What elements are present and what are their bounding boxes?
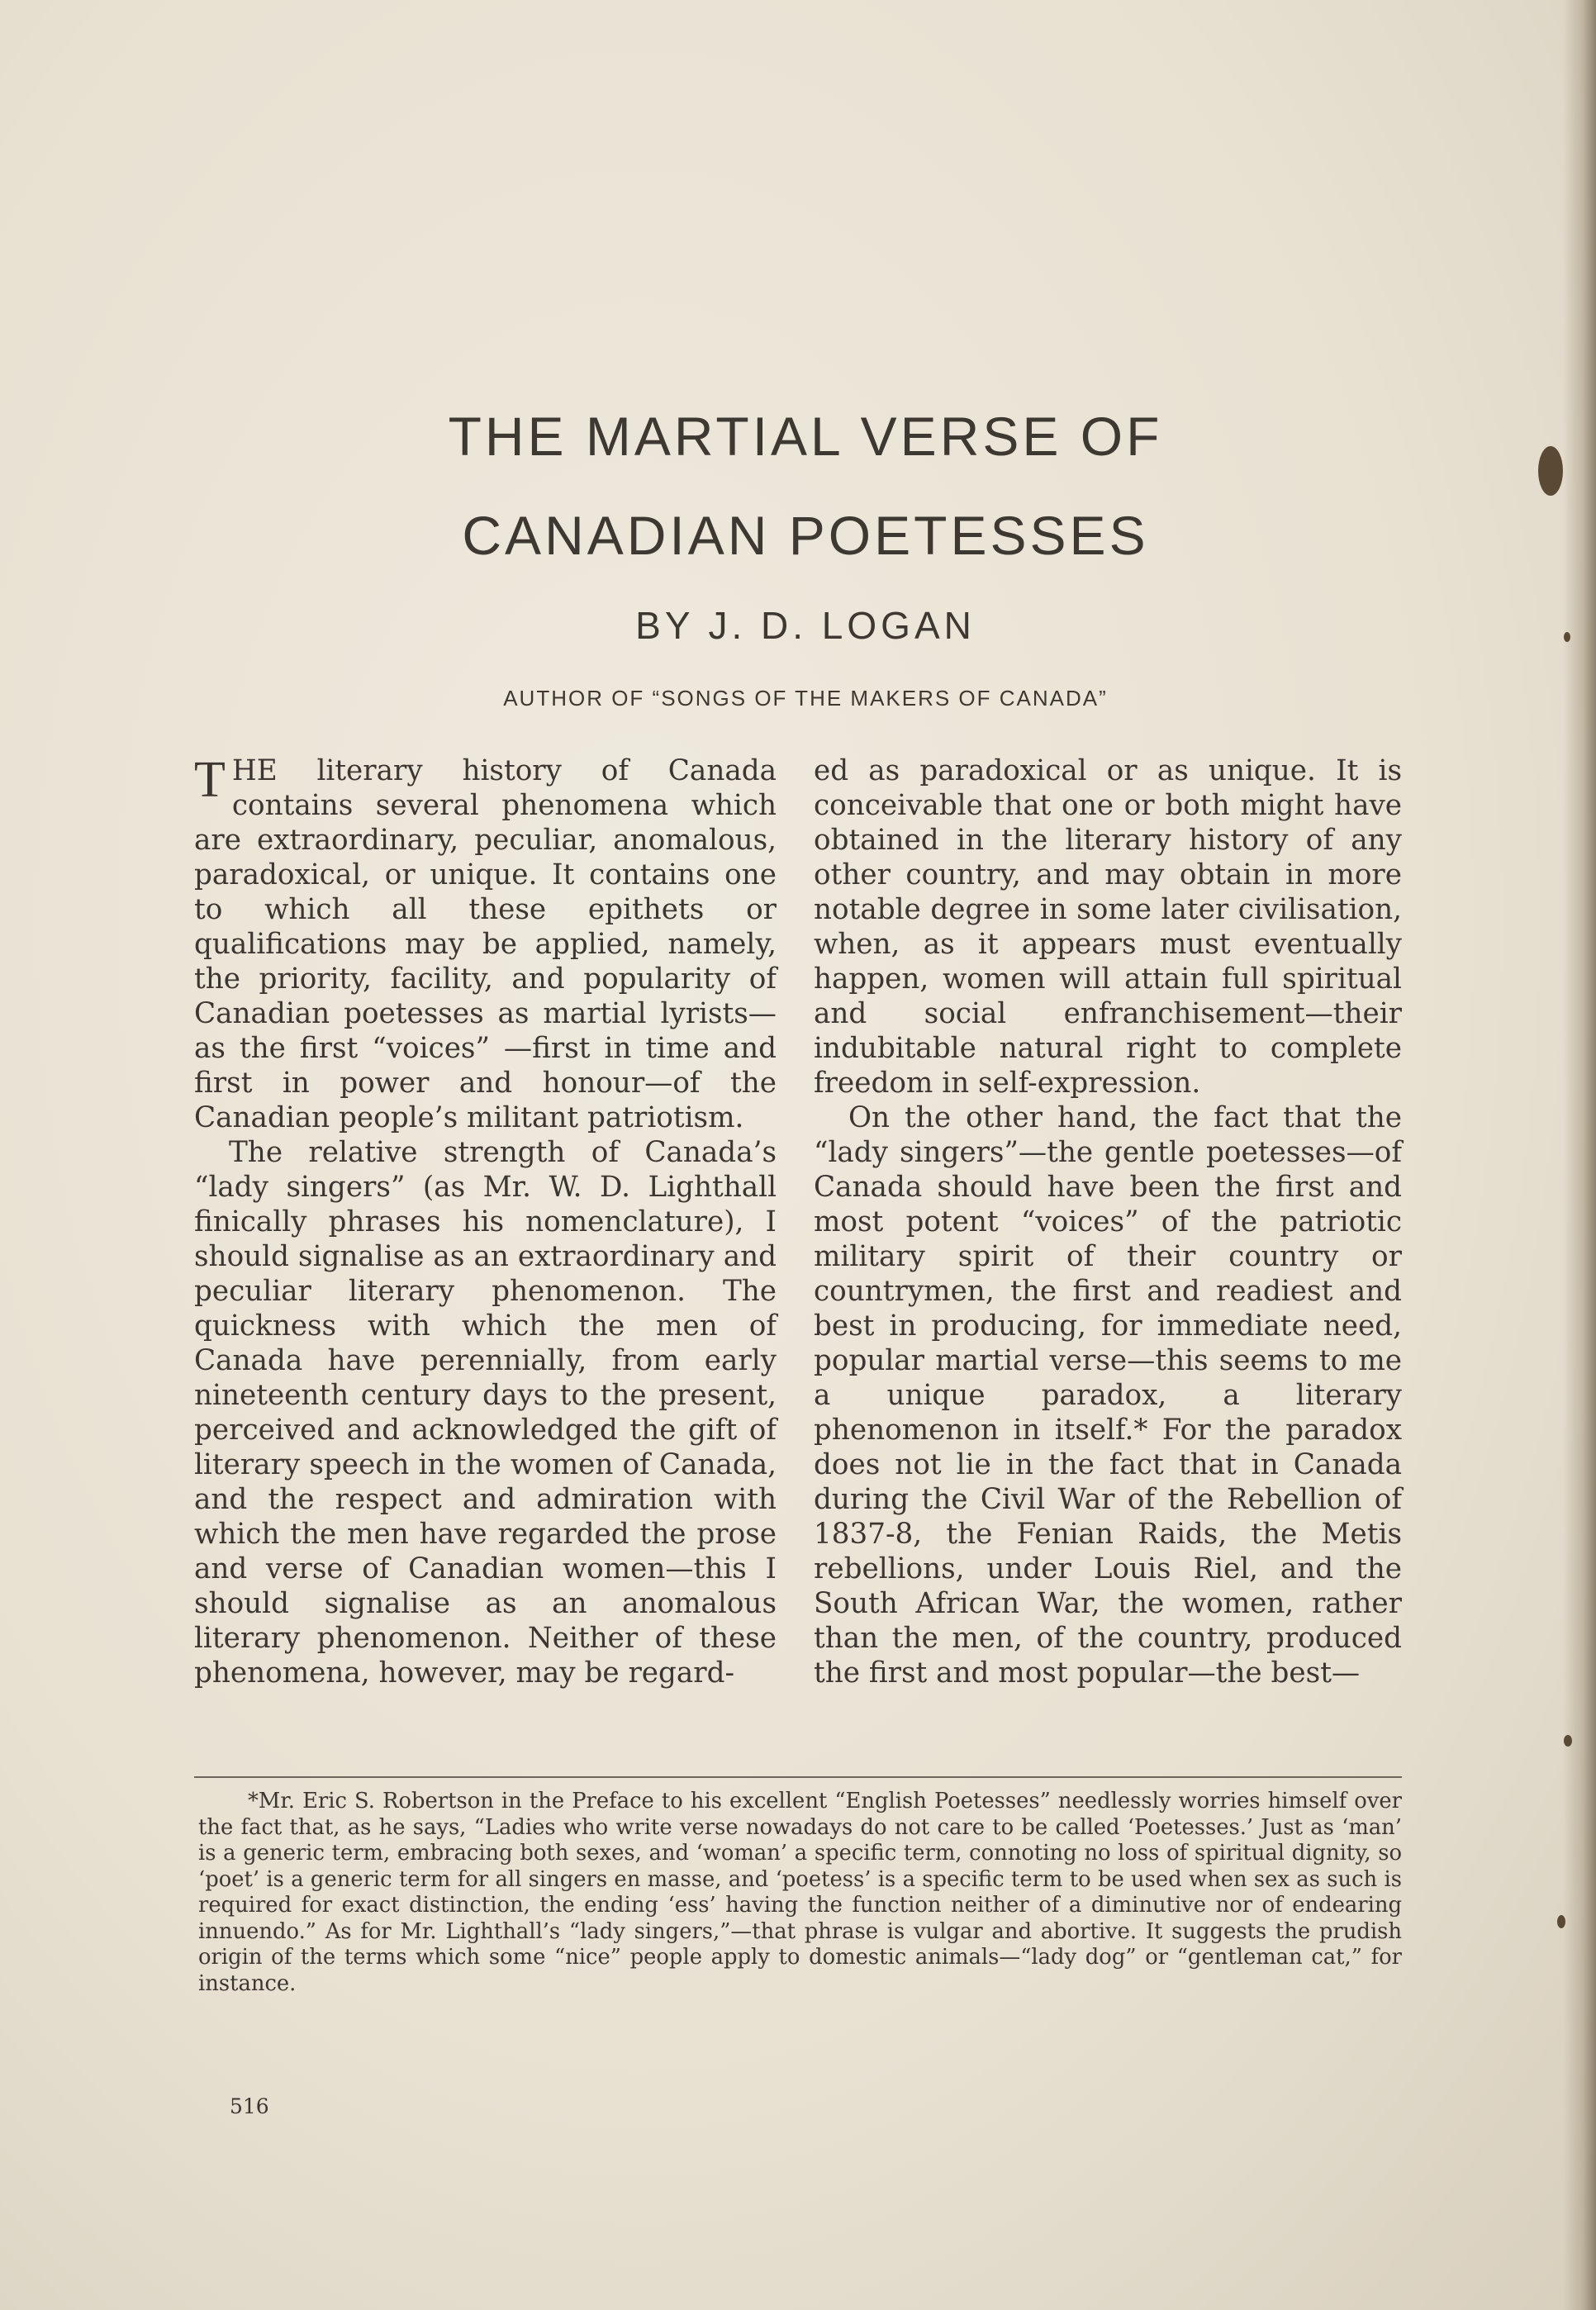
right-column bbox=[814, 753, 1402, 1690]
ink-speck bbox=[1557, 1915, 1565, 1928]
article-title-line-2: CANADIAN POETESSES bbox=[462, 505, 1149, 566]
drop-cap: T bbox=[194, 752, 226, 808]
paragraph-1 bbox=[194, 753, 777, 1135]
article-title-line-1: THE MARTIAL VERSE OF bbox=[448, 406, 1163, 467]
page-edge-shadow bbox=[1563, 0, 1596, 2310]
paragraph-1-text: HE literary history of Canada contains several phenomena which are extraordinary, peculiar, anomalous, paradoxical, or unique. It contains one to which all these epithets or qualifications may be applied, namely, the priority, facility, and popularity of Canadian poetesses as martial lyrists—as the first “voices” —first in time and first in power and honour—of the Canadian people’s militant patriotism. bbox=[194, 754, 777, 1134]
paragraph-4: On the other hand, the fact that the “lady singers”—the gentle poetesses—of Canada should have been the first and most potent “voices” of the patriotic military spirit of their country or countrymen, the first and readiest and best in producing, for immediate need, popular martial verse—this seems to me a unique paradox, a literary phenomenon in itself.* For the paradox does not lie in the fact that in Canada during the Civil War of the Rebellion of 1837-8, the Fenian Raids, the Metis rebellions, under Louis Riel, and the South African War, the women, rather than the men, of the country, produced the first and most popular—the best— bbox=[814, 1101, 1402, 1690]
footnote: *Mr. Eric S. Robertson in the Preface to his excellent “English Poetesses” needlessly worries himself over the fact that, as he says, “Ladies who write verse nowadays do not care to be called ‘Poetesses.’ Just as ‘man’ is a generic term, embracing both sexes, and ‘woman’ a specific term, connoting no loss of spiritual dignity, so ‘poet’ is a generic term for all singers en masse, and ‘poetess’ is a specific term to be used when sex as such is required for exact distinction, the ending ‘ess’ having the function neither of a diminutive nor of endearing innuendo.” As for Mr. Lighthall’s “lady singers,”—that phrase is vulgar and abortive. It suggests the prudish origin of the terms which some “nice” people apply to domestic animals—“lady dog” or “gentleman cat,” for instance. bbox=[198, 1789, 1402, 1996]
paragraph-2: The relative strength of Canada’s “lady singers” (as Mr. W. D. Lighthall finically phrases his nomenclature), I should signalise as an extraordinary and peculiar literary phenomenon. The quickness with which the men of Canada have perennially, from early nineteenth century days to the present, perceived and acknowledged the gift of literary speech in the women of Canada, and the respect and admiration with which the men have regarded the prose and verse of Canadian women—this I should signalise as an anomalous literary phenomenon. Neither of these phenomena, however, may be regard- bbox=[194, 1136, 777, 1690]
ink-speck bbox=[1564, 632, 1570, 642]
article-byline: BY J. D. LOGAN bbox=[635, 604, 976, 647]
ink-blot bbox=[1538, 446, 1563, 496]
left-column bbox=[194, 753, 777, 1690]
author-credit: AUTHOR OF “SONGS OF THE MAKERS OF CANADA” bbox=[503, 686, 1108, 711]
ink-speck bbox=[1564, 1735, 1572, 1747]
page-number: 516 bbox=[230, 2094, 269, 2118]
paragraph-3: ed as paradoxical or as unique. It is conceivable that one or both might have obtained in the literary history of any other country, and may obtain in more notable degree in some later civilisation, when, as it appears must eventually happen, women will attain full spiritual and social enfranchisement—their indubitable natural right to complete freedom in self-expression. bbox=[814, 754, 1402, 1100]
footnote-divider bbox=[194, 1776, 1402, 1778]
